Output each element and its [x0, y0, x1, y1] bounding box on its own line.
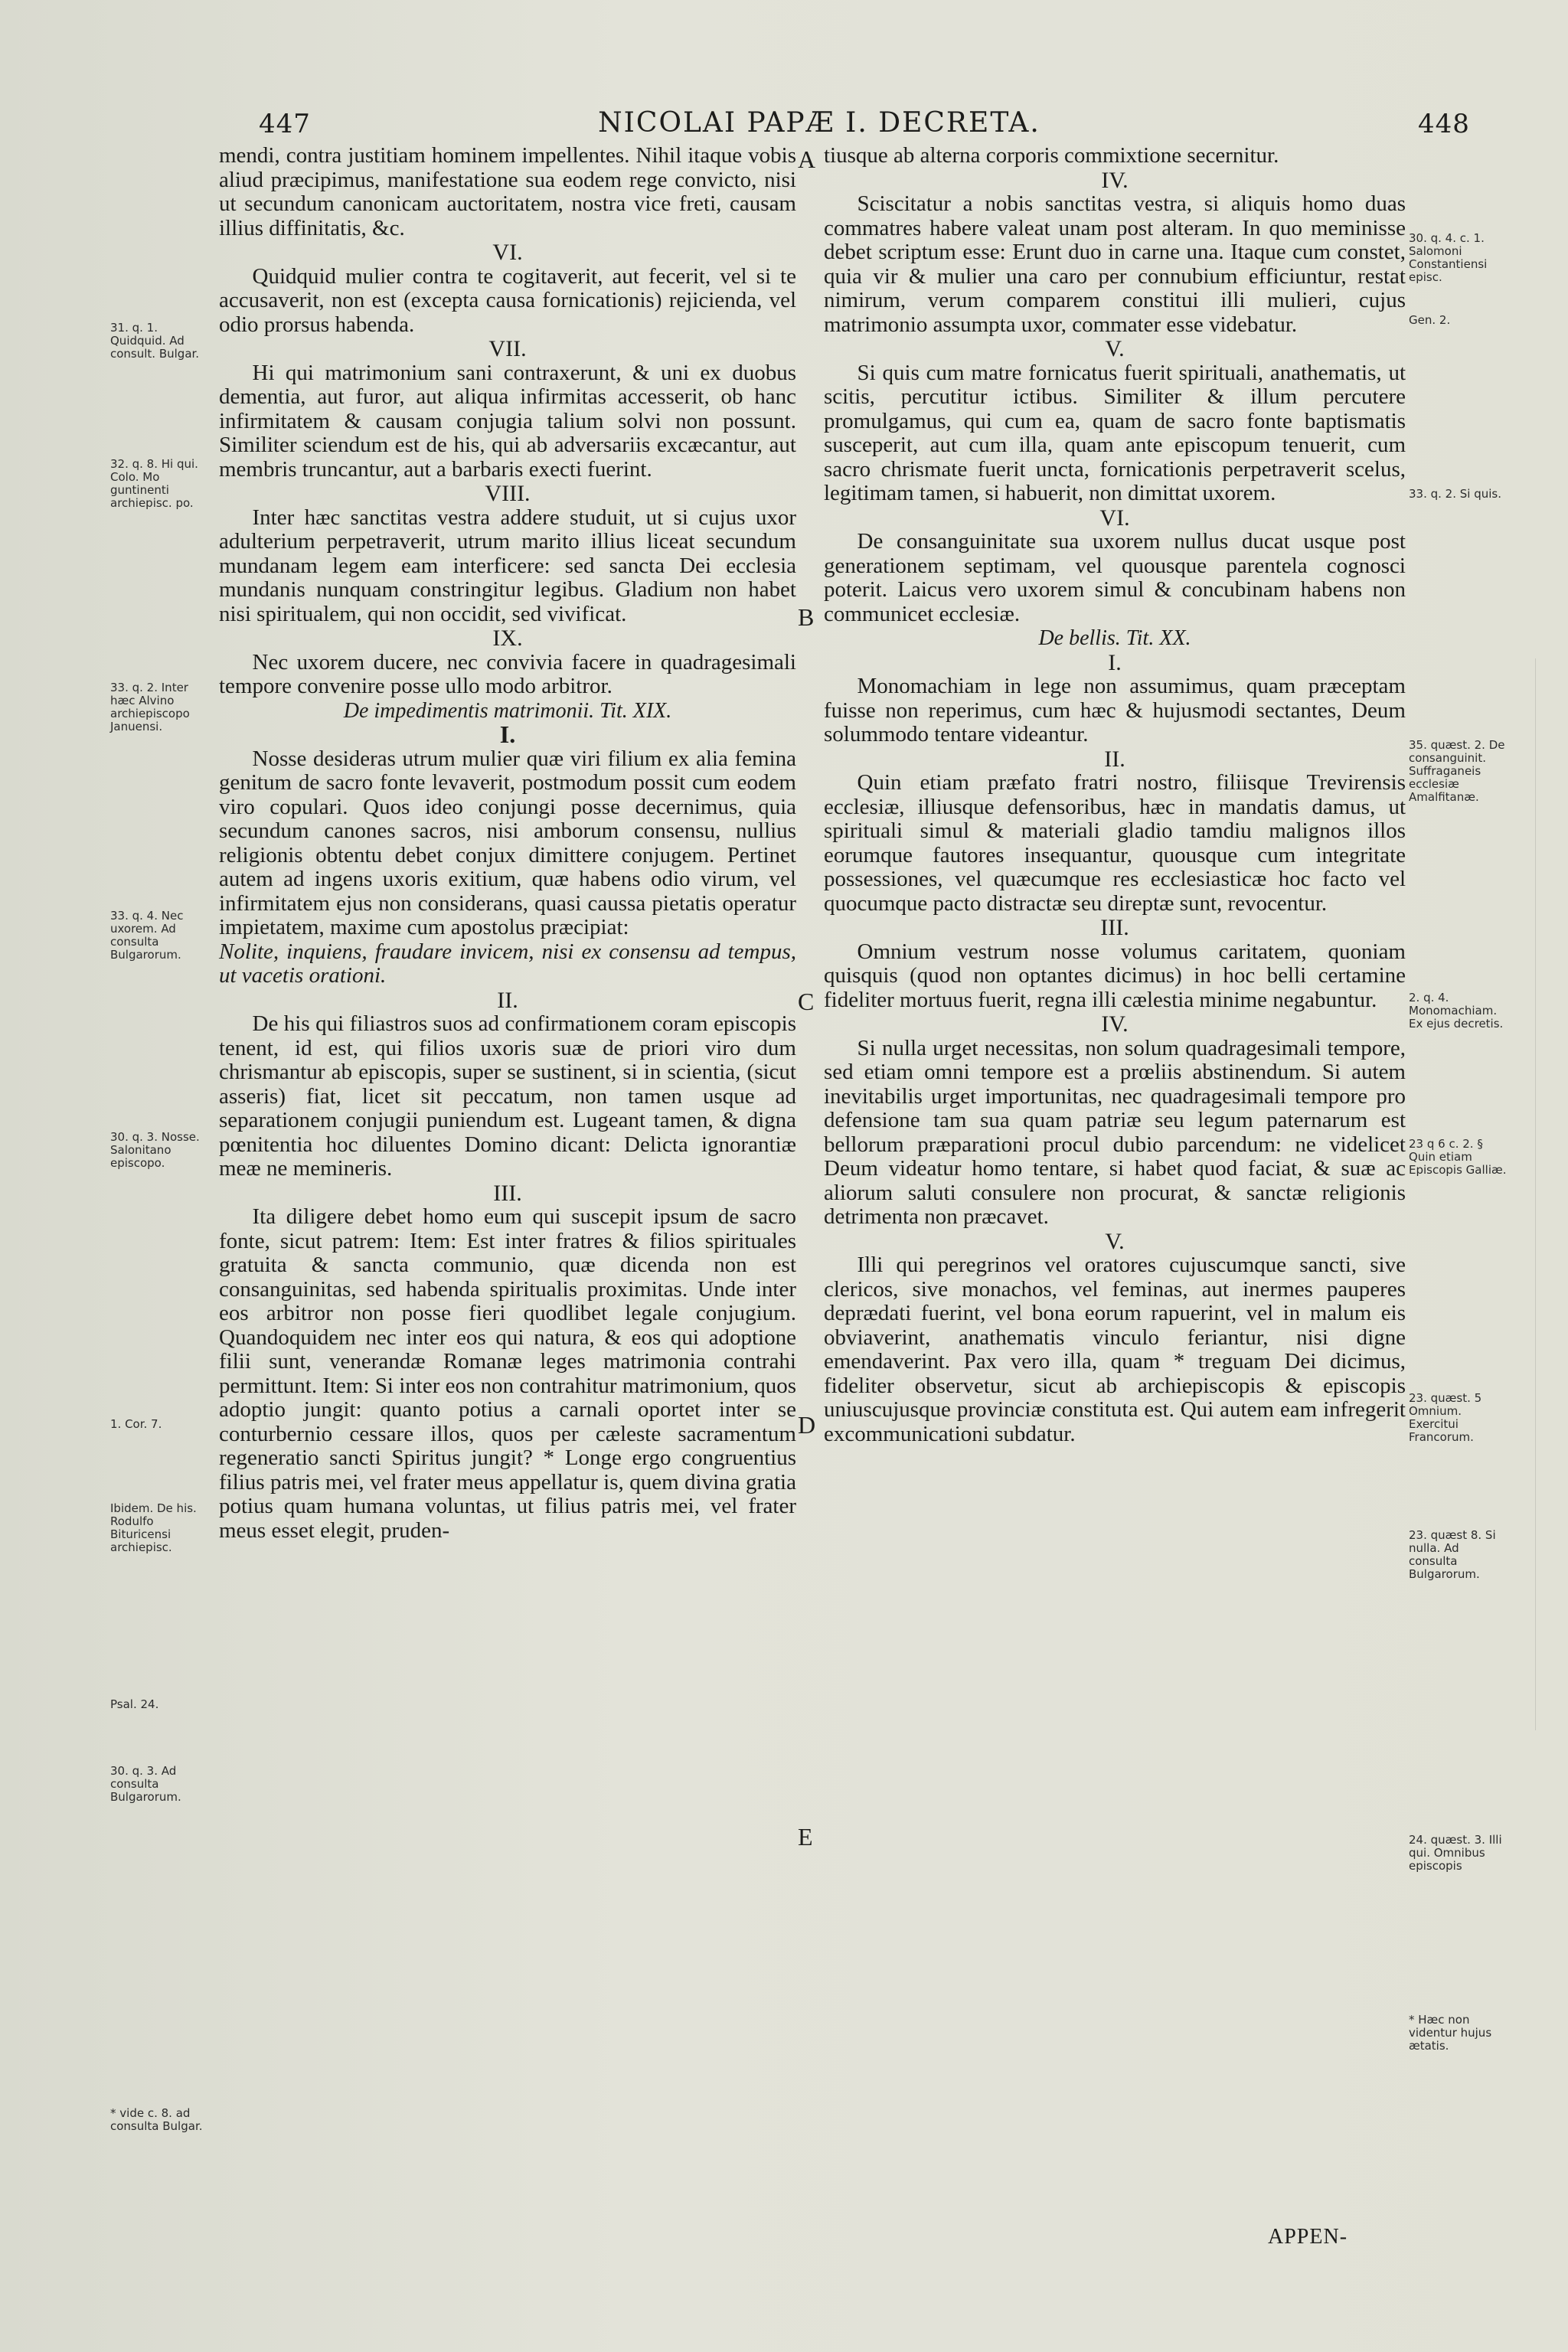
page-edge: [1535, 658, 1566, 1730]
section-number: I.: [499, 720, 516, 748]
margin-note: 23. quæst 8. Si nulla. Ad consulta Bulgarorum.: [1409, 1528, 1496, 1581]
paragraph: Quidquid mulier contra te cogitaverit, aut fecerit, vel si te accusaverit, non est (excepta causa fornicationis) rejicienda, vel odio prorsus habenda.: [219, 263, 796, 337]
margin-note: 30. q. 4. c. 1. Salomoni Constantiensi episc.: [1409, 231, 1488, 284]
margin-note: 33. q. 2. Si quis.: [1409, 487, 1501, 501]
section-title: De bellis. Tit. XX.: [1038, 626, 1191, 650]
section-number: III.: [493, 1180, 522, 1206]
section-number: I.: [1108, 649, 1122, 675]
margin-note: 35. quæst. 2. De consanguinit. Suffraganeis ecclesiæ Amalfitanæ.: [1409, 738, 1505, 804]
left-column: [219, 144, 796, 1543]
margin-note: 23 q 6 c. 2. § Quin etiam Episcopis Galliæ.: [1409, 1137, 1507, 1177]
paragraph: Inter hæc sanctitas vestra addere studuit, ut si cujus uxor adulterium perpetraverit, utrum marito illius liceat secundum mundanam legem eam interficere: sed sancta Dei ecclesia mundanis nunquam constringitur legibus. Gladium non habet nisi spiritualem, qui non occidit, sed vivificat.: [219, 505, 796, 626]
margin-note: 33. q. 4. Nec uxorem. Ad consulta Bulgarorum.: [110, 909, 184, 962]
section-title: De impedimentis matrimonii. Tit. XIX.: [343, 698, 672, 723]
running-header: [0, 107, 1568, 145]
paragraph: Ita diligere debet homo eum qui suscepit ipsum de sacro fonte, sicut patrem: Item: Est inter fratres & filios spirituales gratuita & sancta communio, quæ dicenda non est consanguinitas, sed habenda spiritualis proximitas. Unde inter eos arbitror non posse fieri quodlibet legale conjugium. Quandoquidem nec inter eos qui natura, & eos qui adoptione filii sunt, venerandæ Romanæ leges matrimonia contrahi permittunt. Item: Si inter eos non contrahitur matrimonium, quos adoptio jungit: quanto potius a carnali oportet inter se conturbernio cessare illos, quos per cæleste sacramentum regeneratio sancti Spiritus jungit? * Longe ergo congruentius filius patris mei, vel frater meus appellatur is, quem divina gratia potius quam humana voluntas, ut filius patris mei, vel frater meus esset elegit, pruden-: [219, 1204, 796, 1543]
right-column: [824, 144, 1406, 1446]
margin-note: 30. q. 3. Ad consulta Bulgarorum.: [110, 1764, 181, 1804]
quotation: Nolite, inquiens, fraudare invicem, nisi ex consensu ad tempus, ut vacetis orationi.: [219, 939, 796, 988]
margin-note: 24. quæst. 3. Illi qui. Omnibus episcopis: [1409, 1833, 1502, 1873]
paragraph: Si nulla urget necessitas, non solum quadragesimali tempore, sed etiam omni tempore est a prœliis abstinendum. Si autem inevitabilis urget importunitas, nec quadragesimali tempore pro defensione tam sua quam patriæ seu legum paternarum est bellorum præparationi procul dubio parcendum: ne videlicet Deum videatur homo tentare, si habet quod faciat, & suæ ac aliorum saluti consulere non procurat, & sanctæ religionis detrimenta non præcavet.: [824, 1035, 1406, 1229]
section-letter-e: E: [798, 1823, 813, 1851]
section-number: III.: [1100, 915, 1129, 940]
section-number: II.: [1104, 746, 1125, 772]
margin-note: Ibidem. De his. Rodulfo Bituricensi archiepisc.: [110, 1501, 197, 1554]
paragraph: Hi qui matrimonium sani contraxerunt, & uni ex duobus dementia, aut furor, aut aliqua infirmitas accesserit, ob hanc infirmitatem & causam conjugia talium solvi non possunt. Similiter sciendum est de his, qui ab adversariis excæcantur, aut membris truncantur, aut a barbaris execti fuerint.: [219, 360, 796, 482]
section-letter-b: B: [798, 603, 815, 631]
paragraph: mendi, contra justitiam hominem impellentes. Nihil itaque vobis aliud præcipimus, manifestatione sua eodem rege convicto, nisi ut secundum canonicam auctoritatem, nostra vice freti, causam illius diffinitatis, &c.: [219, 143, 796, 240]
paragraph: Illi qui peregrinos vel oratores cujuscumque sancti, sive clericos, sive monachos, vel feminas, aut inermes pauperes deprædati fuerint, vel bona eorum rapuerint, vel in malum eis obviaverint, anathematis vinculo feriantur, nisi digne emendaverint. Pax vero illa, quam * treguam Dei dicimus, fideliter observetur, sicut ab archiepiscopis & episcopis uniuscujusque provinciæ constituta est. Qui autem eam infregerit excommunicationi subdatur.: [824, 1253, 1406, 1446]
section-number: IX.: [492, 626, 523, 651]
section-letter-a: A: [798, 145, 816, 173]
paragraph: tiusque ab alterna corporis commixtione secernitur.: [824, 143, 1279, 168]
section-letter-c: C: [798, 988, 815, 1015]
margin-note: 32. q. 8. Hi qui. Colo. Mo guntinenti archiepisc. po.: [110, 457, 198, 510]
section-number: IV.: [1101, 1011, 1129, 1037]
page-number-right: 448: [1418, 109, 1470, 139]
paragraph: Nosse desideras utrum mulier quæ viri filium ex alia femina genitum de sacro fonte levaverit, postmodum possit cum eodem viro copulari. Quos ideo conjungi posse decernimus, quia secundum canones sacros, nisi amborum consensu, nullius religionis obtentu debet conjux dimittere conjugem. Pertinet autem ad ingens uxoris exitium, quæ habens odio virum, vel infirmitatem ejus non considerans, quasi caussa pietatis operatur impietatem, maxime cum apostolus præcipiat:: [219, 746, 796, 939]
section-number: II.: [497, 987, 518, 1013]
paragraph: De consanguinitate sua uxorem nullus ducat usque post generationem septimam, vel quousque parentela cognosci poterit. Laicus vero uxorem simul & concubinam habens non communicet ecclesiæ.: [824, 529, 1406, 626]
margin-note: 30. q. 3. Nosse. Salonitano episcopo.: [110, 1130, 200, 1170]
margin-note: * Hæc non videntur hujus ætatis.: [1409, 2013, 1492, 2053]
paragraph: De his qui filiastros suos ad confirmationem coram episcopis tenent, id est, qui filios uxoris suæ de priori viro dum chrismantur ab episcopis, super se sustinent, si in scientia, (sicut asseris) fiat, licet sit peccatum, non tamen usque ad separationem conjugii puniendum est. Lugeant tamen, & digna pœnitentia hoc diluentes Domino dicant: Delicta ignorantiæ meæ ne memineris.: [219, 1011, 796, 1181]
paragraph: Monomachiam in lege non assumimus, quam præceptam fuisse non reperimus, cum hæc & hujusmodi sectantes, Deum solummodo tentare videantur.: [824, 674, 1406, 746]
margin-note: 2. q. 4. Monomachiam. Ex ejus decretis.: [1409, 991, 1504, 1031]
paragraph: Si quis cum matre fornicatus fuerit spirituali, anathematis, ut scitis, percutitur ictibus. Similiter & illum percutere promulgamus, qui cum ea, quam de sacro fonte baptismatis susceperit, aut cum illa, quam ante episcopum tenuerit, cum sacro chrismate fuerit uncta, fornicationis perpetraverit scelus, legitimam tamen, si habuerit, non dimittat uxorem.: [824, 360, 1406, 505]
section-number: IV.: [1101, 167, 1129, 193]
section-number: VII.: [488, 336, 527, 361]
margin-note: 1. Cor. 7.: [110, 1417, 162, 1431]
margin-note: Psal. 24.: [110, 1697, 159, 1711]
margin-note: * vide c. 8. ad consulta Bulgar.: [110, 2106, 203, 2133]
margin-note: 33. q. 2. Inter hæc Alvino archiepiscopo Januensi.: [110, 681, 190, 733]
section-number: VIII.: [485, 481, 531, 506]
paragraph: Sciscitatur a nobis sanctitas vestra, si aliquis homo duas commatres habere valeat unam post alteram. In quo meminisse debet scriptum esse: Erunt duo in carne una. Itaque cum constet, quia vir & mulier una caro per connubium efficiuntur, restat nimirum, verum comparem constitui illi mulieri, cujus matrimonio assumpta uxor, commater esse videbatur.: [824, 191, 1406, 337]
section-number: VI.: [1099, 505, 1130, 531]
paragraph: Omnium vestrum nosse volumus caritatem, quoniam quisquis (quod non optantes dicimus) in hoc belli certamine fideliter mortuus fuerit, regna illi cælestia minime negabuntur.: [824, 939, 1406, 1012]
margin-note: Gen. 2.: [1409, 313, 1451, 327]
section-letter-d: D: [798, 1411, 816, 1439]
catchword: APPEN-: [1268, 2225, 1348, 2249]
paragraph: Nec uxorem ducere, nec convivia facere in quadragesimali tempore convenire posse ullo modo arbitror.: [219, 649, 796, 698]
section-number: V.: [1105, 1228, 1125, 1254]
paragraph: Quin etiam præfato fratri nostro, filiisque Trevirensis ecclesiæ, illiusque defensoribus, hæc in mandatis damus, ut spirituali simul & materiali gladio tamdiu malignos illos eorumque fautores insequantur, quousque cum integritate possessiones, vel quæcumque res ecclesiasticæ hoc facto vel quocumque pacto distractæ seu direptæ sunt, revocentur.: [824, 770, 1406, 916]
section-number: V.: [1105, 336, 1125, 361]
margin-note: 31. q. 1. Quidquid. Ad consult. Bulgar.: [110, 321, 200, 361]
margin-note: 23. quæst. 5 Omnium. Exercitui Francorum.: [1409, 1391, 1482, 1444]
running-title: NICOLAI PAPÆ I. DECRETA.: [598, 107, 1040, 139]
page-number-left: 447: [259, 109, 311, 139]
section-number: VI.: [492, 240, 523, 265]
